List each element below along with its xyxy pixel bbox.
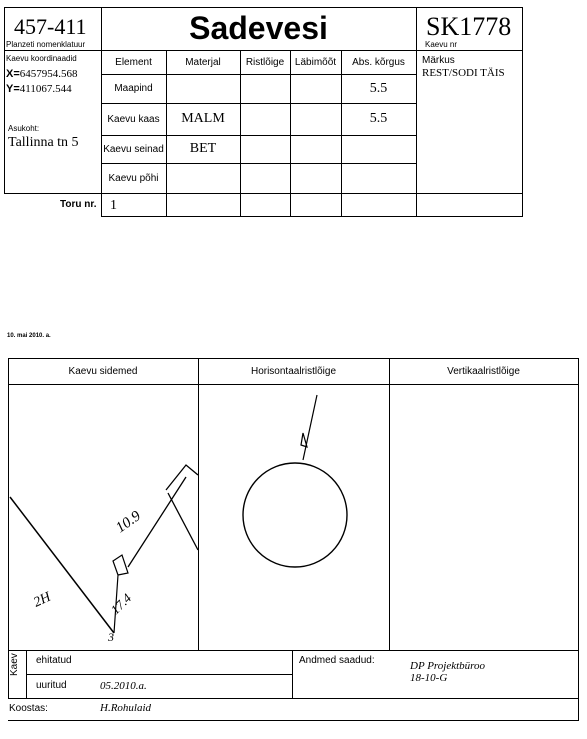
location-value: Tallinna tn 5 (8, 135, 79, 150)
document-title: Sadevesi (189, 10, 328, 46)
header-material: Materjal (185, 56, 221, 68)
sheet-label: Planzeti nomenklatuur (6, 40, 86, 49)
horizontal-sketch (199, 385, 389, 650)
surveyed-value: 05.2010.a. (100, 680, 147, 692)
header-note: Märkus (422, 55, 455, 66)
coord-x (6, 68, 78, 80)
row-material (166, 74, 240, 103)
row-material (166, 163, 240, 193)
location-label: Asukoht: (8, 124, 40, 133)
surveyed-label: uuritud (36, 680, 67, 691)
pipe-value: 1 (110, 198, 117, 213)
sheet-number: 457-411 (14, 14, 87, 39)
section-vertical: Vertikaalristlõige (447, 366, 520, 377)
well-circle-icon (243, 463, 347, 567)
data-source-label: Andmed saadud: (299, 655, 375, 666)
coord-y-value: 411067.544 (19, 83, 72, 95)
node-label: 3 (108, 630, 114, 644)
connections-sketch (8, 385, 198, 650)
pipe-label: Toru nr. (60, 199, 97, 210)
length-label-2: 17.4 (107, 590, 135, 618)
built-label: ehitatud (36, 655, 72, 666)
row-element: Maapind (114, 83, 153, 94)
header-diameter: Läbimõõt (294, 56, 337, 68)
building-edge-icon (166, 465, 198, 490)
well-id: SK1778 (426, 12, 512, 41)
building-wall-icon (168, 493, 198, 550)
coord-y-prefix: Y= (6, 83, 20, 95)
coord-x-prefix: X= (6, 68, 20, 80)
row-height (341, 163, 416, 193)
header-element: Element (115, 56, 152, 68)
coords-label: Kaevu koordinaadid (6, 54, 77, 63)
compiled-label: Koostas: (9, 703, 48, 714)
row-element: Kaevu põhi (108, 172, 159, 184)
length-label-1: 10.9 (113, 508, 144, 537)
pipe-line-icon (10, 497, 114, 633)
compiled-value: H.Rohulaid (100, 702, 152, 714)
pipe-label-2h: 2H (31, 589, 54, 611)
coord-y (6, 83, 72, 95)
arrow-icon (301, 433, 307, 447)
note-value: REST/SODI TÄIS (422, 67, 505, 79)
row-material: MALM (181, 111, 225, 126)
row-height (341, 135, 416, 163)
data-source-value-2: 18-10-G (410, 672, 448, 684)
well-label: Kaevu nr (425, 40, 458, 49)
row-height: 5.5 (369, 80, 388, 96)
header-abs-height: Abs. kõrgus (352, 56, 405, 68)
section-horizontal: Horisontaalristlõige (250, 366, 337, 377)
direction-line-icon (303, 395, 317, 460)
section-connections: Kaevu sidemed (68, 366, 138, 377)
coord-x-value: 6457954.568 (19, 68, 78, 80)
date-stamp: 10. mai 2010. a. (7, 333, 51, 339)
row-element: Kaevu kaas (107, 113, 160, 125)
data-source-value-1: DP Projektbüroo (410, 660, 486, 672)
row-height: 5.5 (369, 111, 388, 126)
side-label: Kaev (9, 653, 20, 676)
header-cross-section: Ristlõige (245, 56, 285, 68)
row-material: BET (189, 141, 217, 156)
row-element: Kaevu seinad (103, 143, 164, 155)
